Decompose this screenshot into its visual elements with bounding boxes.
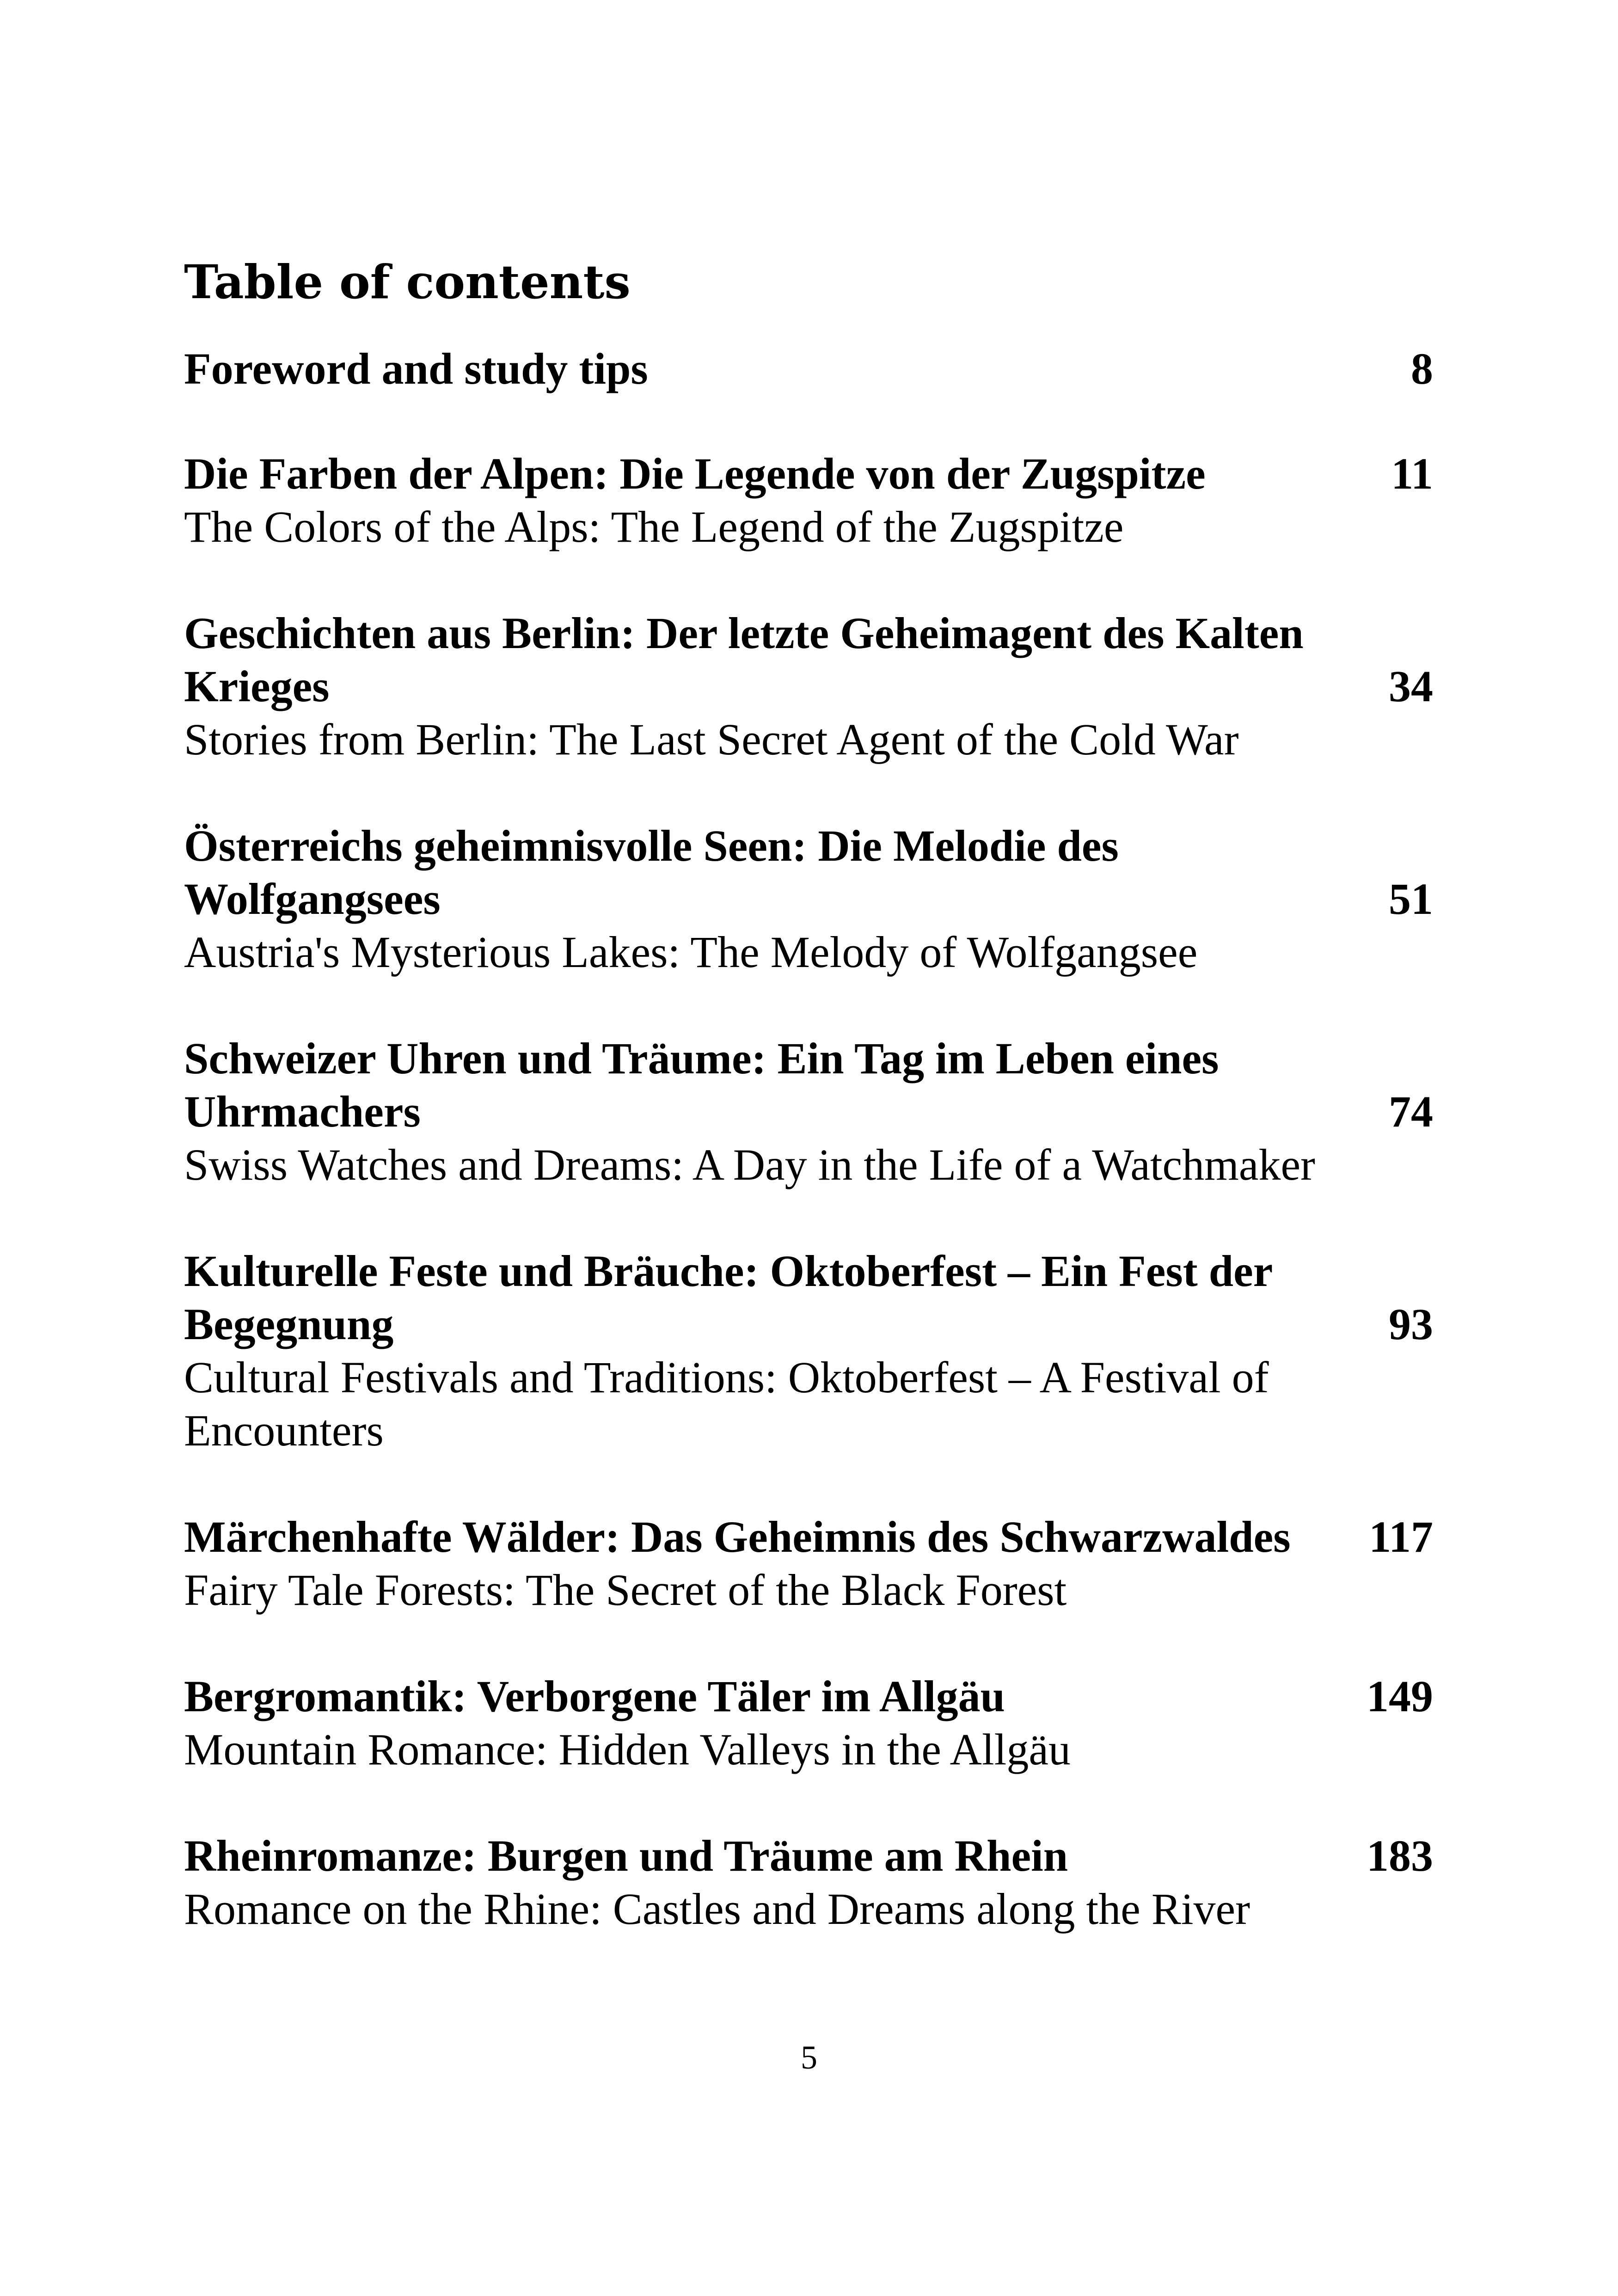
toc-entry-zugspitze[interactable] bbox=[184, 447, 1433, 553]
toc-title-row bbox=[184, 447, 1433, 500]
toc-entry-berlin[interactable] bbox=[184, 606, 1433, 766]
toc-chapter-title: Österreichs geheimnisvolle Seen: Die Melodie des Wolfgangsees bbox=[184, 821, 1119, 924]
toc-title-row bbox=[184, 606, 1433, 713]
toc-entry-foreword[interactable] bbox=[184, 342, 1433, 395]
toc-chapter-subtitle: Austria's Mysterious Lakes: The Melody of Wolfgangsee bbox=[184, 927, 1198, 977]
toc-entry-wolfgangsee[interactable] bbox=[184, 819, 1433, 979]
toc-chapter-subtitle: Cultural Festivals and Traditions: Oktoberfest – A Festival of Encounters bbox=[184, 1353, 1269, 1455]
toc-page-number: 34 bbox=[1389, 661, 1433, 711]
toc-page-number: 117 bbox=[1369, 1512, 1433, 1561]
toc-chapter-title: Märchenhafte Wälder: Das Geheimnis des Schwarzwaldes bbox=[184, 1512, 1291, 1561]
toc-title-row bbox=[184, 1244, 1433, 1351]
toc-chapter-subtitle: Romance on the Rhine: Castles and Dreams along the River bbox=[184, 1884, 1250, 1934]
toc-chapter-title: Rheinromanze: Burgen und Träume am Rhein bbox=[184, 1831, 1068, 1880]
toc-title-row bbox=[184, 1510, 1433, 1563]
toc-page-number: 183 bbox=[1367, 1831, 1433, 1880]
toc-chapter-title: Geschichten aus Berlin: Der letzte Geheimagent des Kalten Krieges bbox=[184, 608, 1304, 711]
toc-page-number: 149 bbox=[1367, 1671, 1433, 1721]
toc-title-row bbox=[184, 1829, 1433, 1882]
toc-chapter-subtitle: Mountain Romance: Hidden Valleys in the Allgäu bbox=[184, 1725, 1071, 1774]
toc-page-number: 74 bbox=[1389, 1087, 1433, 1136]
page-number-footer: 5 bbox=[801, 2039, 817, 2076]
page-title: Table of contents bbox=[184, 255, 631, 309]
toc-entry-watchmaker[interactable] bbox=[184, 1032, 1433, 1191]
toc-entry-schwarzwald[interactable] bbox=[184, 1510, 1433, 1616]
toc-page-number: 93 bbox=[1389, 1299, 1433, 1349]
toc-chapter-title: Bergromantik: Verborgene Täler im Allgäu bbox=[184, 1671, 1005, 1721]
toc-page-number: 8 bbox=[1411, 344, 1433, 393]
toc-chapter-subtitle: Fairy Tale Forests: The Secret of the Black Forest bbox=[184, 1565, 1067, 1615]
toc-title-row bbox=[184, 342, 1433, 395]
toc-chapter-subtitle: Swiss Watches and Dreams: A Day in the Life of a Watchmaker bbox=[184, 1140, 1316, 1189]
toc-chapter-title: Schweizer Uhren und Träume: Ein Tag im Leben eines Uhrmachers bbox=[184, 1034, 1219, 1136]
toc-chapter-title: Die Farben der Alpen: Die Legende von der Zugspitze bbox=[184, 449, 1206, 498]
toc-chapter-title: Foreword and study tips bbox=[184, 344, 648, 393]
toc-entry-oktoberfest[interactable] bbox=[184, 1244, 1433, 1457]
toc-entry-rhein[interactable] bbox=[184, 1829, 1433, 1935]
toc-title-row bbox=[184, 819, 1433, 925]
toc-list bbox=[184, 342, 1433, 1989]
toc-title-row bbox=[184, 1032, 1433, 1138]
toc-page-number: 51 bbox=[1389, 874, 1433, 924]
toc-chapter-subtitle: Stories from Berlin: The Last Secret Agent of the Cold War bbox=[184, 715, 1239, 764]
toc-entry-allgaeu[interactable] bbox=[184, 1670, 1433, 1776]
toc-chapter-subtitle: The Colors of the Alps: The Legend of the Zugspitze bbox=[184, 502, 1124, 551]
toc-title-row bbox=[184, 1670, 1433, 1723]
toc-chapter-title: Kulturelle Feste und Bräuche: Oktoberfest – Ein Fest der Begegnung bbox=[184, 1246, 1272, 1349]
toc-page-number: 11 bbox=[1391, 449, 1433, 498]
